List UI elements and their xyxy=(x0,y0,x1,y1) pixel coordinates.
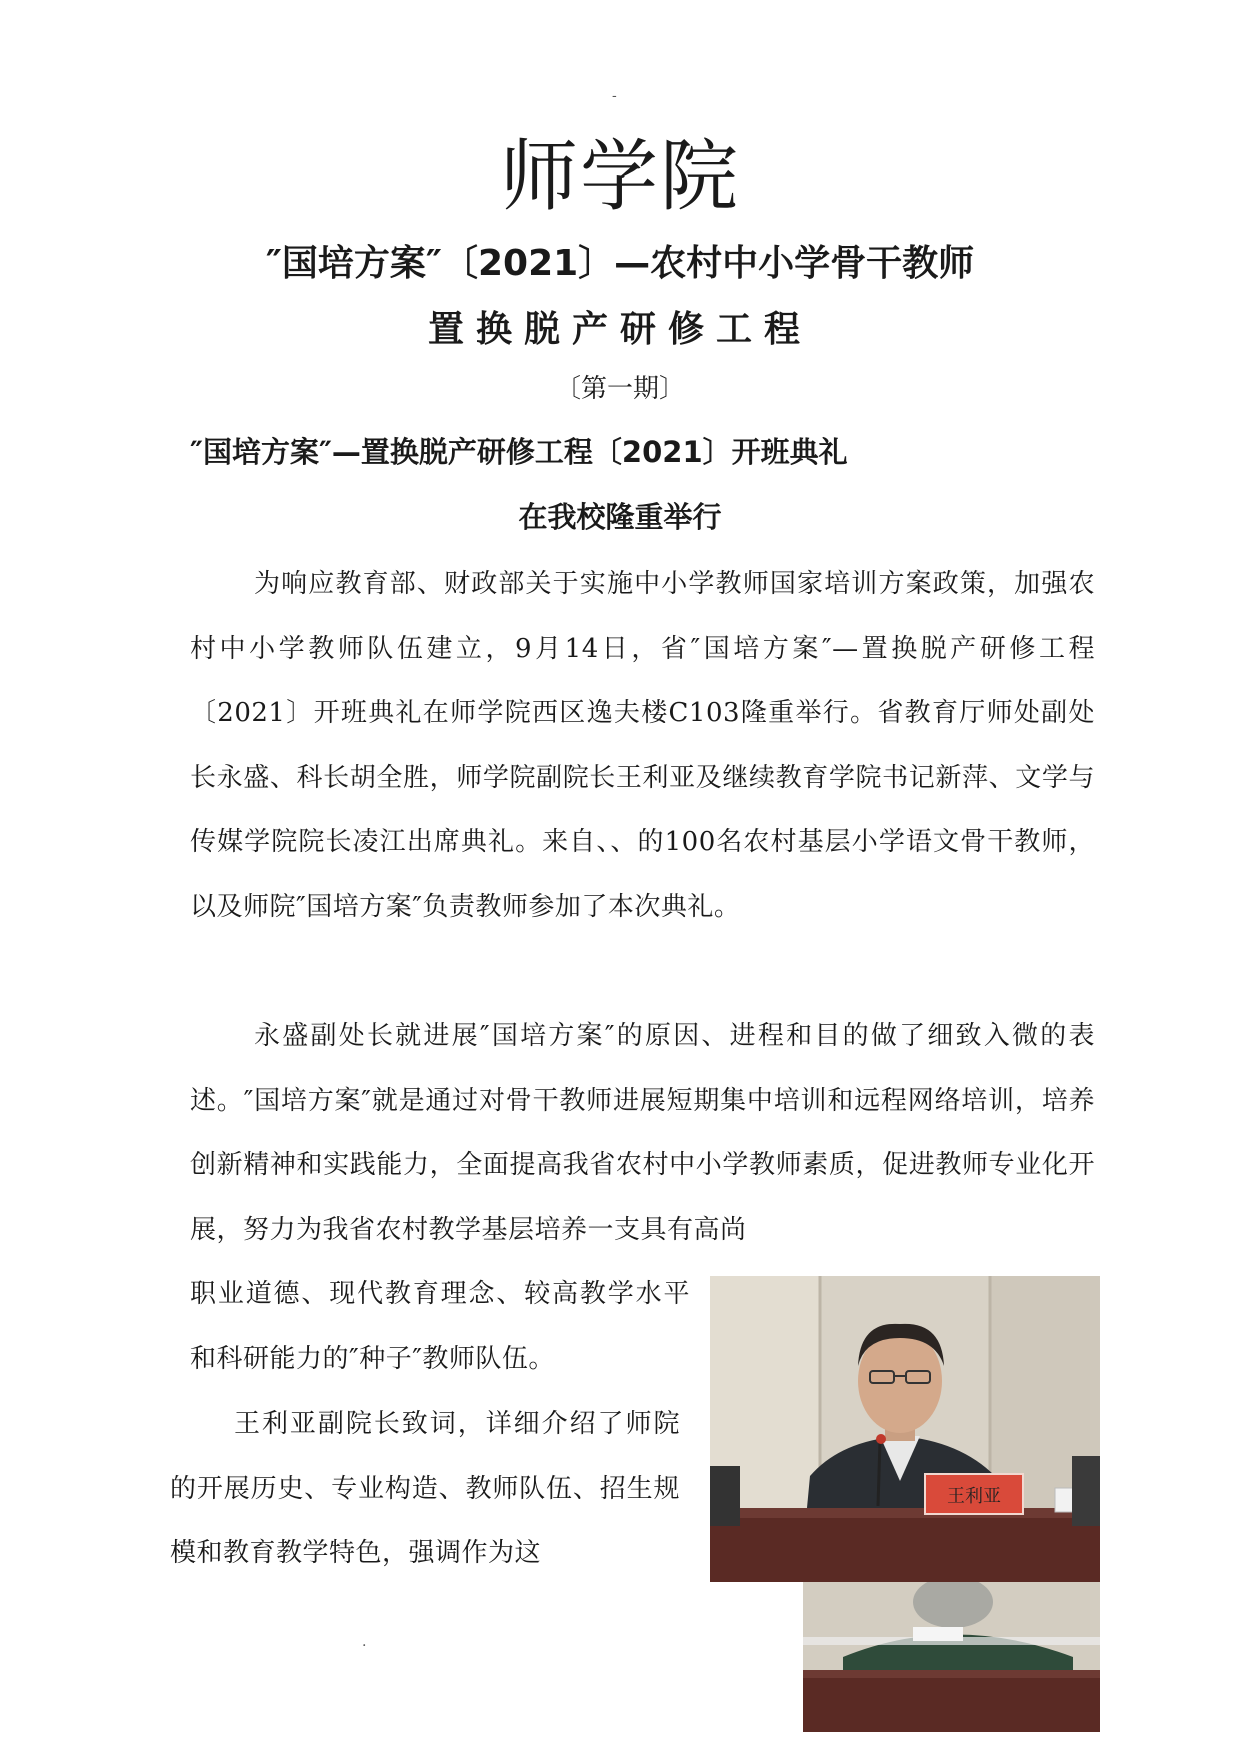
paragraph-1: 为响应教育部、财政部关于实施中小学教师国家培训方案政策，加强农村中小学教师队伍建立，9月14日，省″国培方案″—置换脱产研修工程〔2021〕开班典礼在师学院西区逸夫楼C103隆重举行。省教育厅师处副处长永盛、科长胡全胜，师学院副院长王利亚及继续教育学院书记新萍、文学与传媒学院院长凌江出席典礼。来自、、的100名农村基层小学语文骨干教师，以及师院″国培方案″负责教师参加了本次典礼。 xyxy=(190,569,1095,922)
speaker-photo xyxy=(710,1276,1100,1582)
audience-photo-image xyxy=(803,1582,1100,1732)
article-headline-line2: 在我校隆重举行 xyxy=(518,500,722,534)
nameplate-text: 王利亚 xyxy=(947,1486,1001,1507)
paragraph-3: 职业道德、现代教育理念、较高教学水平和科研能力的″种子″教师队伍。 xyxy=(190,1279,690,1374)
article-headline-line1: ″国培方案″—置换脱产研修工程〔2021〕开班典礼 xyxy=(190,435,848,469)
issue-number: 〔第一期〕 xyxy=(554,374,685,404)
footer-mark: . xyxy=(362,1634,367,1650)
program-title-line1: ″国培方案″〔2021〕—农村中小学骨干教师 xyxy=(265,243,975,284)
speaker-photo-image xyxy=(710,1276,1100,1582)
audience-photo xyxy=(803,1582,1100,1732)
header-mark: - xyxy=(612,88,617,104)
school-title: 师学院 xyxy=(499,132,740,222)
program-title-line2: 置换脱产研修工程 xyxy=(427,309,812,350)
paragraph-4: 王利亚副院长致词，详细介绍了师院的开展历史、专业构造、教师队伍、招生规模和教育教学特色，强调作为这 xyxy=(170,1409,680,1568)
paragraph-2: 永盛副处长就进展″国培方案″的原因、进程和目的做了细致入微的表述。″国培方案″就是通过对骨干教师进展短期集中培训和远程网络培训，培养创新精神和实践能力，全面提高我省农村中小学教师素质，促进教师专业化开展，努力为我省农村教学基层培养一支具有高尚 xyxy=(190,1021,1095,1245)
